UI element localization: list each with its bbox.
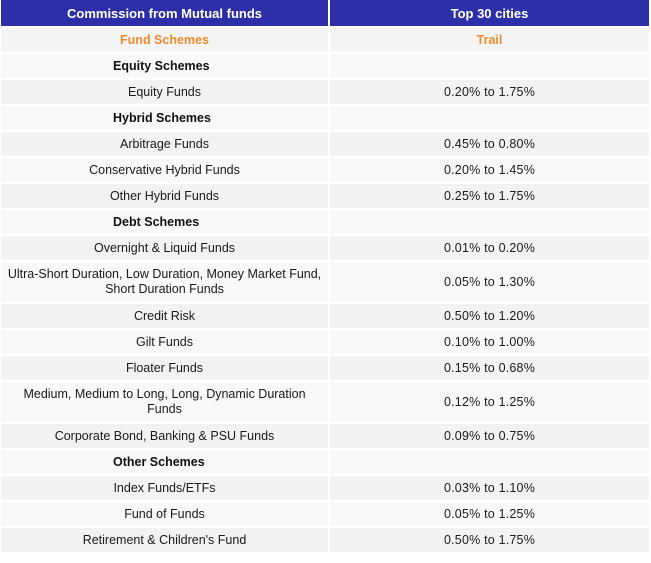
subheader-fund-schemes: Fund Schemes — [1, 27, 329, 53]
table-row — [1, 527, 649, 553]
fund-name: Overnight & Liquid Funds — [1, 235, 329, 261]
fund-name: Fund of Funds — [1, 501, 329, 527]
table-row — [1, 261, 649, 303]
trail-rate: 0.05% to 1.25% — [329, 501, 649, 527]
trail-rate: 0.15% to 0.68% — [329, 355, 649, 381]
section-empty-cell — [329, 53, 649, 79]
trail-rate: 0.01% to 0.20% — [329, 235, 649, 261]
trail-rate: 0.20% to 1.45% — [329, 157, 649, 183]
commission-table — [1, 0, 649, 554]
table-row — [1, 381, 649, 423]
table-row — [1, 131, 649, 157]
fund-name: Corporate Bond, Banking & PSU Funds — [1, 423, 329, 449]
header-cities: Top 30 cities — [329, 0, 649, 27]
trail-rate: 0.50% to 1.20% — [329, 303, 649, 329]
fund-name: Other Hybrid Funds — [1, 183, 329, 209]
section-row-other — [1, 449, 649, 475]
table-row — [1, 183, 649, 209]
table-row — [1, 501, 649, 527]
fund-name: Retirement & Children's Fund — [1, 527, 329, 553]
table-row — [1, 329, 649, 355]
table-row — [1, 355, 649, 381]
trail-rate: 0.12% to 1.25% — [329, 381, 649, 423]
table-row — [1, 303, 649, 329]
fund-name: Credit Risk — [1, 303, 329, 329]
fund-name: Medium, Medium to Long, Long, Dynamic Duration Funds — [1, 381, 329, 423]
section-empty-cell — [329, 105, 649, 131]
subheader-trail: Trail — [329, 27, 649, 53]
section-row-equity — [1, 53, 649, 79]
trail-rate: 0.50% to 1.75% — [329, 527, 649, 553]
fund-name: Index Funds/ETFs — [1, 475, 329, 501]
trail-rate: 0.03% to 1.10% — [329, 475, 649, 501]
table-body — [1, 0, 649, 553]
header-row — [1, 0, 649, 27]
header-commission: Commission from Mutual funds — [1, 0, 329, 27]
fund-name: Arbitrage Funds — [1, 131, 329, 157]
section-title: Hybrid Schemes — [1, 105, 329, 131]
table-row — [1, 423, 649, 449]
trail-rate: 0.09% to 0.75% — [329, 423, 649, 449]
trail-rate: 0.45% to 0.80% — [329, 131, 649, 157]
table-row — [1, 475, 649, 501]
section-empty-cell — [329, 449, 649, 475]
fund-name: Floater Funds — [1, 355, 329, 381]
section-empty-cell — [329, 209, 649, 235]
subheader-row — [1, 27, 649, 53]
section-title: Equity Schemes — [1, 53, 329, 79]
trail-rate: 0.05% to 1.30% — [329, 261, 649, 303]
trail-rate: 0.10% to 1.00% — [329, 329, 649, 355]
trail-rate: 0.20% to 1.75% — [329, 79, 649, 105]
fund-name: Conservative Hybrid Funds — [1, 157, 329, 183]
table-row — [1, 235, 649, 261]
fund-name: Gilt Funds — [1, 329, 329, 355]
section-title: Debt Schemes — [1, 209, 329, 235]
section-row-debt — [1, 209, 649, 235]
fund-name: Equity Funds — [1, 79, 329, 105]
section-row-hybrid — [1, 105, 649, 131]
table-row — [1, 157, 649, 183]
table-row — [1, 79, 649, 105]
section-title: Other Schemes — [1, 449, 329, 475]
fund-name: Ultra-Short Duration, Low Duration, Money Market Fund, Short Duration Funds — [1, 261, 329, 303]
trail-rate: 0.25% to 1.75% — [329, 183, 649, 209]
